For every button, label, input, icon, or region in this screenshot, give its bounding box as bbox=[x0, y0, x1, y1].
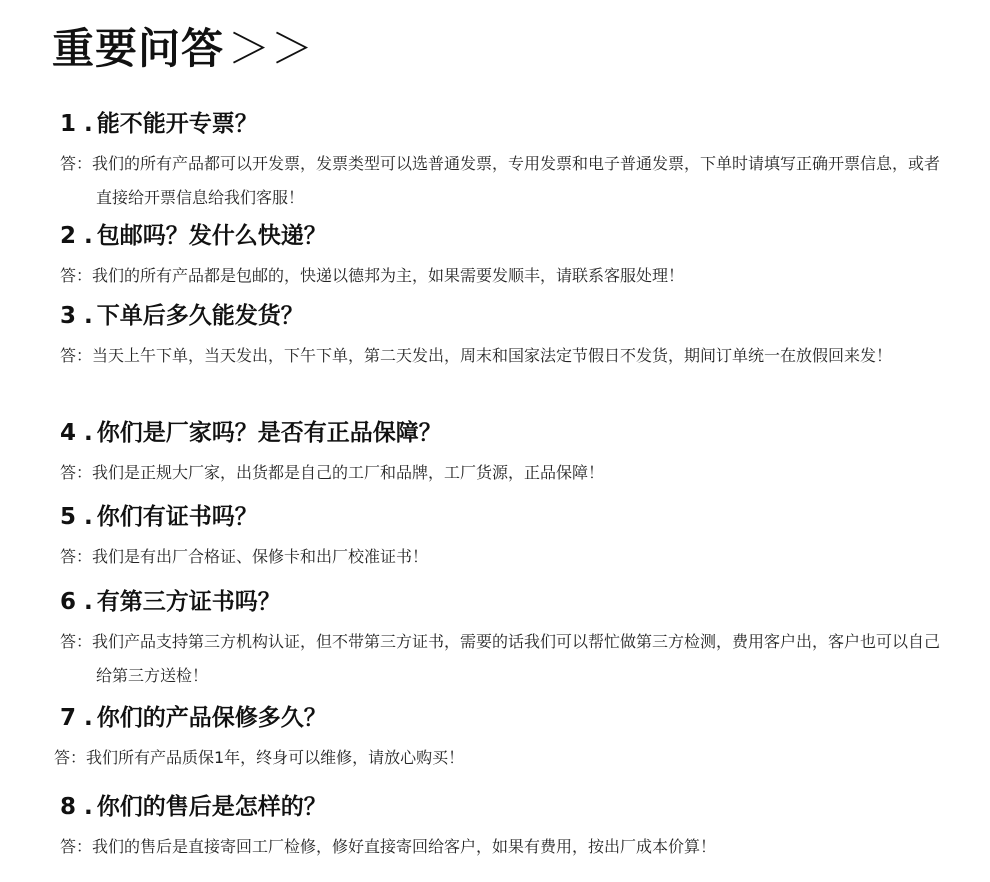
faq-number: 6 . bbox=[60, 589, 93, 615]
faq-question bbox=[60, 418, 940, 448]
page-title bbox=[52, 22, 314, 76]
faq-number: 3 . bbox=[60, 303, 93, 329]
faq-answer: 答：我们的所有产品都可以开发票，发票类型可以选普通发票，专用发票和电子普通发票，下单时请填写正确开票信息，或者直接给开票信息给我们客服！ bbox=[60, 154, 941, 207]
faq-number: 7 . bbox=[60, 705, 93, 731]
faq-item-7 bbox=[54, 703, 940, 775]
faq-number: 1 . bbox=[60, 111, 93, 137]
faq-question bbox=[60, 301, 940, 331]
double-chevron-right-icon: ＞＞ bbox=[228, 24, 315, 73]
faq-question-text: 你们是厂家吗？是否有正品保障？ bbox=[96, 420, 442, 446]
faq-answer: 答：我们是有出厂合格证、保修卡和出厂校准证书！ bbox=[60, 547, 429, 566]
faq-question bbox=[60, 221, 940, 251]
faq-item-8 bbox=[60, 792, 940, 864]
faq-item-2 bbox=[60, 221, 940, 293]
faq-question-text: 你们的产品保修多久？ bbox=[96, 705, 327, 731]
faq-question-text: 你们有证书吗？ bbox=[96, 504, 258, 530]
faq-item-4 bbox=[60, 418, 940, 490]
faq-number: 8 . bbox=[60, 794, 93, 820]
faq-item-1 bbox=[60, 109, 940, 215]
faq-number: 4 . bbox=[60, 420, 93, 446]
faq-question bbox=[60, 109, 940, 139]
faq-answer: 答：我们是正规大厂家，出货都是自己的工厂和品牌，工厂货源，正品保障！ bbox=[60, 463, 605, 482]
faq-answer: 答：我们产品支持第三方机构认证，但不带第三方证书，需要的话我们可以帮忙做第三方检测，费用客户出，客户也可以自己给第三方送检！ bbox=[60, 632, 941, 685]
faq-question-text: 能不能开专票？ bbox=[96, 111, 258, 137]
faq-answer: 答：我们所有产品质保1年，终身可以维修，请放心购买！ bbox=[54, 748, 465, 767]
faq-question bbox=[60, 703, 940, 733]
faq-item-6 bbox=[60, 587, 940, 693]
faq-number: 5 . bbox=[60, 504, 93, 530]
faq-question bbox=[60, 587, 940, 617]
faq-item-5 bbox=[60, 502, 940, 574]
faq-item-3 bbox=[60, 301, 940, 373]
faq-answer: 答：我们的所有产品都是包邮的，快递以德邦为主，如果需要发顺丰，请联系客服处理！ bbox=[60, 266, 685, 285]
page-title-text: 重要问答 bbox=[52, 24, 225, 73]
faq-answer: 答：当天上午下单，当天发出，下午下单，第二天发出，周末和国家法定节假日不发货，期间订单统一在放假回来发！ bbox=[60, 346, 893, 365]
faq-answer: 答：我们的售后是直接寄回工厂检修，修好直接寄回给客户，如果有费用，按出厂成本价算！ bbox=[60, 837, 717, 856]
faq-question-text: 有第三方证书吗？ bbox=[96, 589, 281, 615]
faq-question-text: 包邮吗？发什么快递？ bbox=[96, 223, 327, 249]
faq-question bbox=[60, 502, 940, 532]
faq-number: 2 . bbox=[60, 223, 93, 249]
faq-question bbox=[60, 792, 940, 822]
faq-question-text: 你们的售后是怎样的？ bbox=[96, 794, 327, 820]
faq-question-text: 下单后多久能发货？ bbox=[96, 303, 304, 329]
